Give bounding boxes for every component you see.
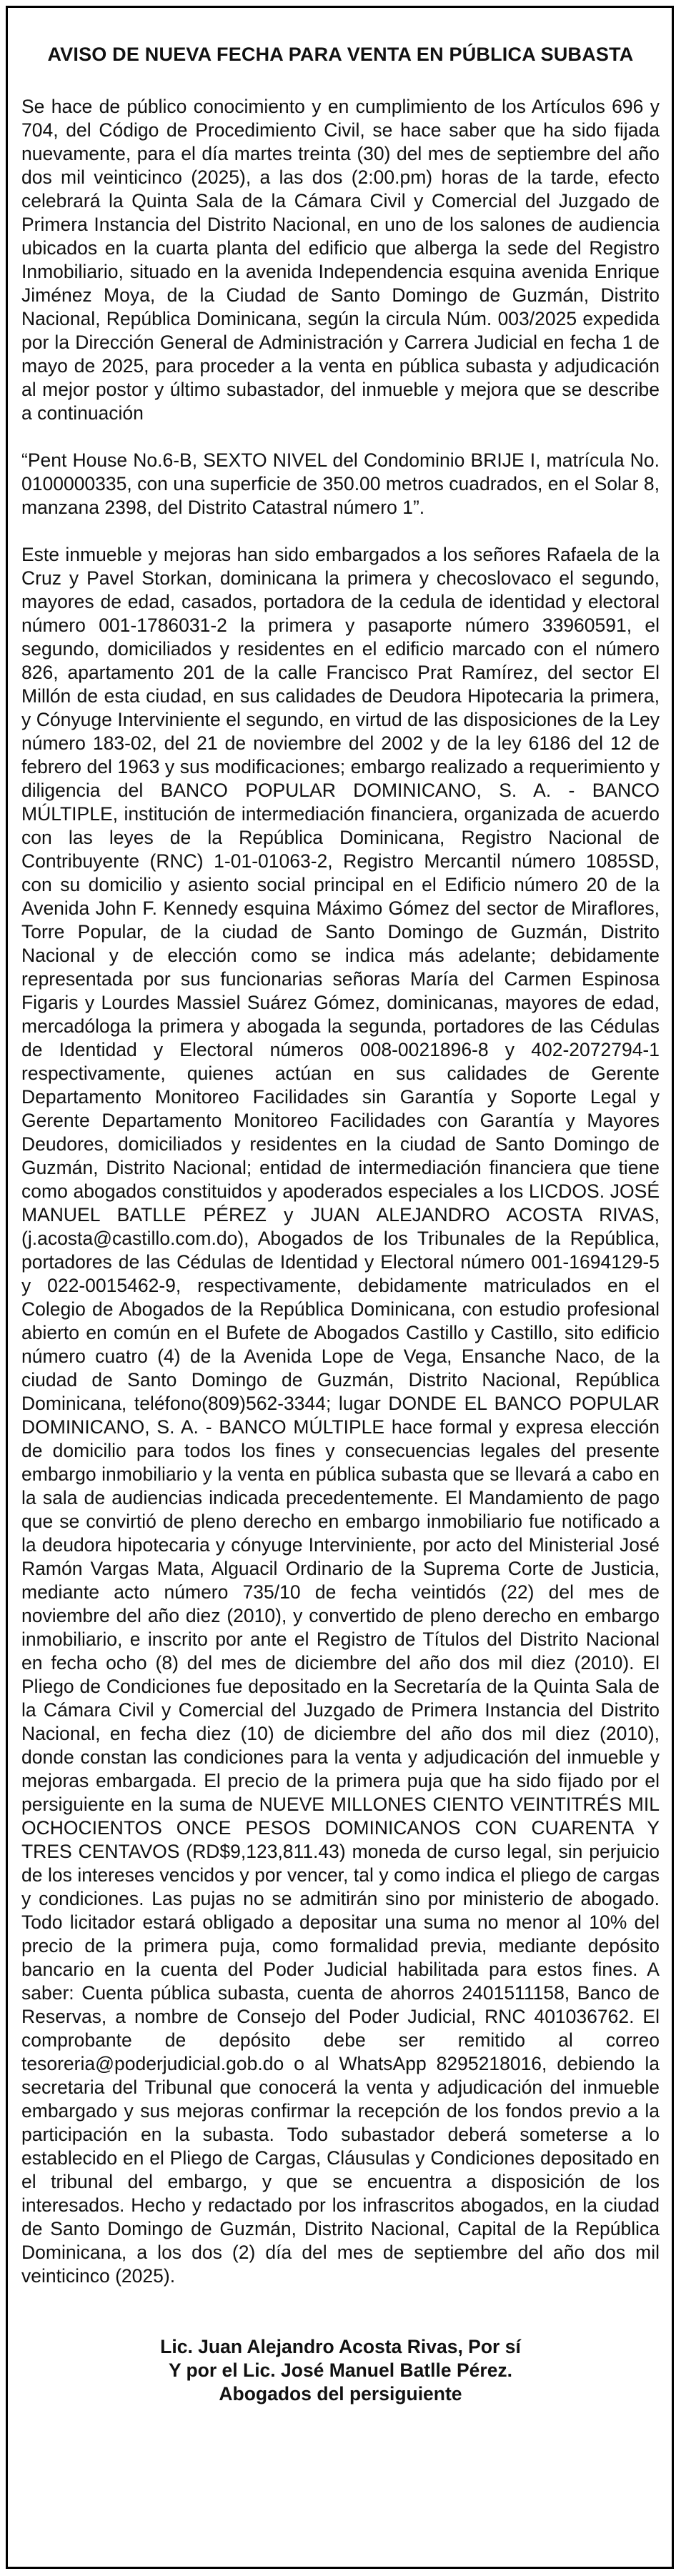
notice-title: AVISO DE NUEVA FECHA PARA VENTA EN PÚBLICA SUBASTA bbox=[47, 44, 634, 65]
property-description: “Pent House No.6-B, SEXTO NIVEL del Condominio BRIJE I, matrícula No. 0100000335, con una superficie de 350.00 metros cuadrados, en el Solar 8, manzana 2398, del Distrito Catastral número 1”. bbox=[21, 449, 660, 518]
paragraph-spacer bbox=[21, 519, 660, 543]
notice-paragraph-intro: Se hace de público conocimiento y en cumplimiento de los Artículos 696 y 704, del Código de Procedimiento Civil, se hace saber que ha sido fijada nuevamente, para el día martes treinta (30) del mes de septiembre del año dos mil veinticinco (2025), a las dos (2:00.pm) horas de la tarde, efecto celebrará la Quinta Sala de la Cámara Civil y Comercial del Juzgado de Primera Instancia del Distrito Nacional, en uno de los salones de audiencia ubicados en la cuarta planta del edificio que alberga la sede del Registro Inmobiliario, situado en la avenida Independencia esquina avenida Enrique Jiménez Moya, de la Ciudad de Santo Domingo de Guzmán, Distrito Nacional, República Dominicana, según la circula Núm. 003/2025 expedida por la Dirección General de Administración y Carrera Judicial en fecha 1 de mayo de 2025, para proceder a la venta en pública subasta y adjudicación al mejor postor y último subastador, del inmueble y mejora que se describe a continuación bbox=[21, 96, 660, 424]
notice-paragraph-body: Este inmueble y mejoras han sido embargados a los señores Rafaela de la Cruz y Pavel Storkan, dominicana la primera y checoslovaco el segundo, mayores de edad, casados, portadora de la cedula de identidad y electoral número 001-1786031-2 la primera y pasaporte número 33960591, el segundo, domiciliados y residentes en el edificio marcado con el número 826, apartamento 201 de la calle Francisco Prat Ramírez, del sector El Millón de esta ciudad, en sus calidades de Deudora Hipotecaria la primera, y Cónyuge Interviniente el segundo, en virtud de las disposiciones de la Ley número 183-02, del 21 de noviembre del 2002 y de la ley 6186 del 12 de febrero del 1963 y sus modificaciones; embargo realizado a requerimiento y diligencia del BANCO POPULAR DOMINICANO, S. A. - BANCO MÚLTIPLE, institución de intermediación financiera, organizada de acuerdo con las leyes de la República Dominicana, Registro Nacional de Contribuyente (RNC) 1-01-01063-2, Registro Mercantil número 1085SD, con su domicilio y asiento social principal en el Edificio número 20 de la Avenida John F. Kennedy esquina Máximo Gómez del sector de Miraflores, Torre Popular, de la ciudad de Santo Domingo de Guzmán, Distrito Nacional y de elección como se indica más adelante; debidamente representada por sus funcionarias señoras María del Carmen Espinosa Figaris y Lourdes Massiel Suárez Gómez, dominicanas, mayores de edad, mercadóloga la primera y abogada la segunda, portadores de las Cédulas de Identidad y Electoral números 008-0021896-8 y 402-2072794-1 respectivamente, quienes actúan en sus calidades de Gerente Departamento Monitoreo Facilidades sin Garantía y Soporte Legal y Gerente Departamento Monitoreo Facilidades con Garantía y Mayores Deudores, domiciliados y residentes en la ciudad de Santo Domingo de Guzmán, Distrito Nacional; entidad de intermediación financiera que tiene como abogados constituidos y apoderados especiales a los LICDOS. JOSÉ MANUEL BATLLE PÉREZ y JUAN ALEJANDRO ACOSTA RIVAS, (j.acosta@castillo.com.do), Abogados de los Tribunales de la República, portadores de las Cédulas de Identidad y Electoral número 001-1694129-5 y 022-0015462-9, respectivamente, debidamente matriculados en el Colegio de Abogados de la República Dominicana, con estudio profesional abierto en común en el Bufete de Abogados Castillo y Castillo, sito edificio número cuatro (4) de la Avenida Lope de Vega, Ensanche Naco, de la ciudad de Santo Domingo de Guzmán, Distrito Nacional, República Dominicana, teléfono(809)562-3344; lugar DONDE EL BANCO POPULAR DOMINICANO, S. A. - BANCO MÚLTIPLE hace formal y expresa elección de domicilio para todos los fines y consecuencias legales del presente embargo inmobiliario y la venta en pública subasta que se llevará a cabo en la sala de audiencias indicada precedentemente. El Mandamiento de pago que se convirtió de pleno derecho en embargo inmobiliario fue notificado a la deudora hipotecaria y cónyuge Interviniente, por acto del Ministerial José Ramón Vargas Mata, Alguacil Ordinario de la Suprema Corte de Justicia, mediante acto número 735/10 de fecha veintidós (22) del mes de noviembre del año diez (2010), y convertido de pleno derecho en embargo inmobiliario, e inscrito por ante el Registro de Títulos del Distrito Nacional en fecha ocho (8) del mes de diciembre del año dos mil diez (2010). El Pliego de Condiciones fue depositado en la Secretaría de la Quinta Sala de la Cámara Civil y Comercial del Juzgado de Primera Instancia del Distrito Nacional, en fecha diez (10) de diciembre del año dos mil diez (2010), donde constan las condiciones para la venta y adjudicación del inmueble y mejoras embargada. El precio de la primera puja que ha sido fijado por el persiguiente en la suma de NUEVE MILLONES CIENTO VEINTITRÉS MIL OCHOCIENTOS ONCE PESOS DOMINICANOS CON CUARENTA Y TRES CENTAVOS (RD$9,123,811.43) moneda de curso legal, sin perjuicio de los intereses vencidos y por vencer, tal y como indica el pliego de cargas y condiciones. Las pujas no se admitirán sino por ministerio de abogado. Todo licitador estará obligado a depositar una suma no menor al 10% del precio de la primera puja, como formalidad previa, mediante depósito bancario en la cuenta del Poder Judicial habilitada para estos fines. A saber: Cuenta pública subasta, cuenta de ahorros 2401511158, Banco de Reservas, a nombre de Consejo del Poder Judicial, RNC 401036762. El comprobante de depósito debe ser remitido al correo tesoreria@poderjudicial.gob.do o al WhatsApp 8295218016, debiendo la secretaria del Tribunal que conocerá la venta y adjudicación del inmueble embargado y sus mejoras confirmar la recepción de los fondos previo a la participación en la subasta. Todo subastador deberá someterse a lo establecido en el Pliego de Cargas, Cláusulas y Condiciones depositado en el tribunal del embargo, y que se encuentra a disposición de los interesados. Hecho y redactado por los infrascritos abogados, en la ciudad de Santo Domingo de Guzmán, Distrito Nacional, Capital de la República Dominicana, a los dos (2) día del mes de septiembre del año dos mil veinticinco (2025). bbox=[21, 544, 660, 2287]
legal-notice bbox=[21, 43, 660, 2406]
signature-line-2: Y por el Lic. José Manuel Batlle Pérez. bbox=[168, 2359, 513, 2381]
signature-line-1: Lic. Juan Alejandro Acosta Rivas, Por sí bbox=[160, 2336, 521, 2357]
signature-line-3: Abogados del persiguiente bbox=[219, 2383, 462, 2405]
signature-block bbox=[21, 2335, 660, 2406]
paragraph-spacer bbox=[21, 425, 660, 449]
